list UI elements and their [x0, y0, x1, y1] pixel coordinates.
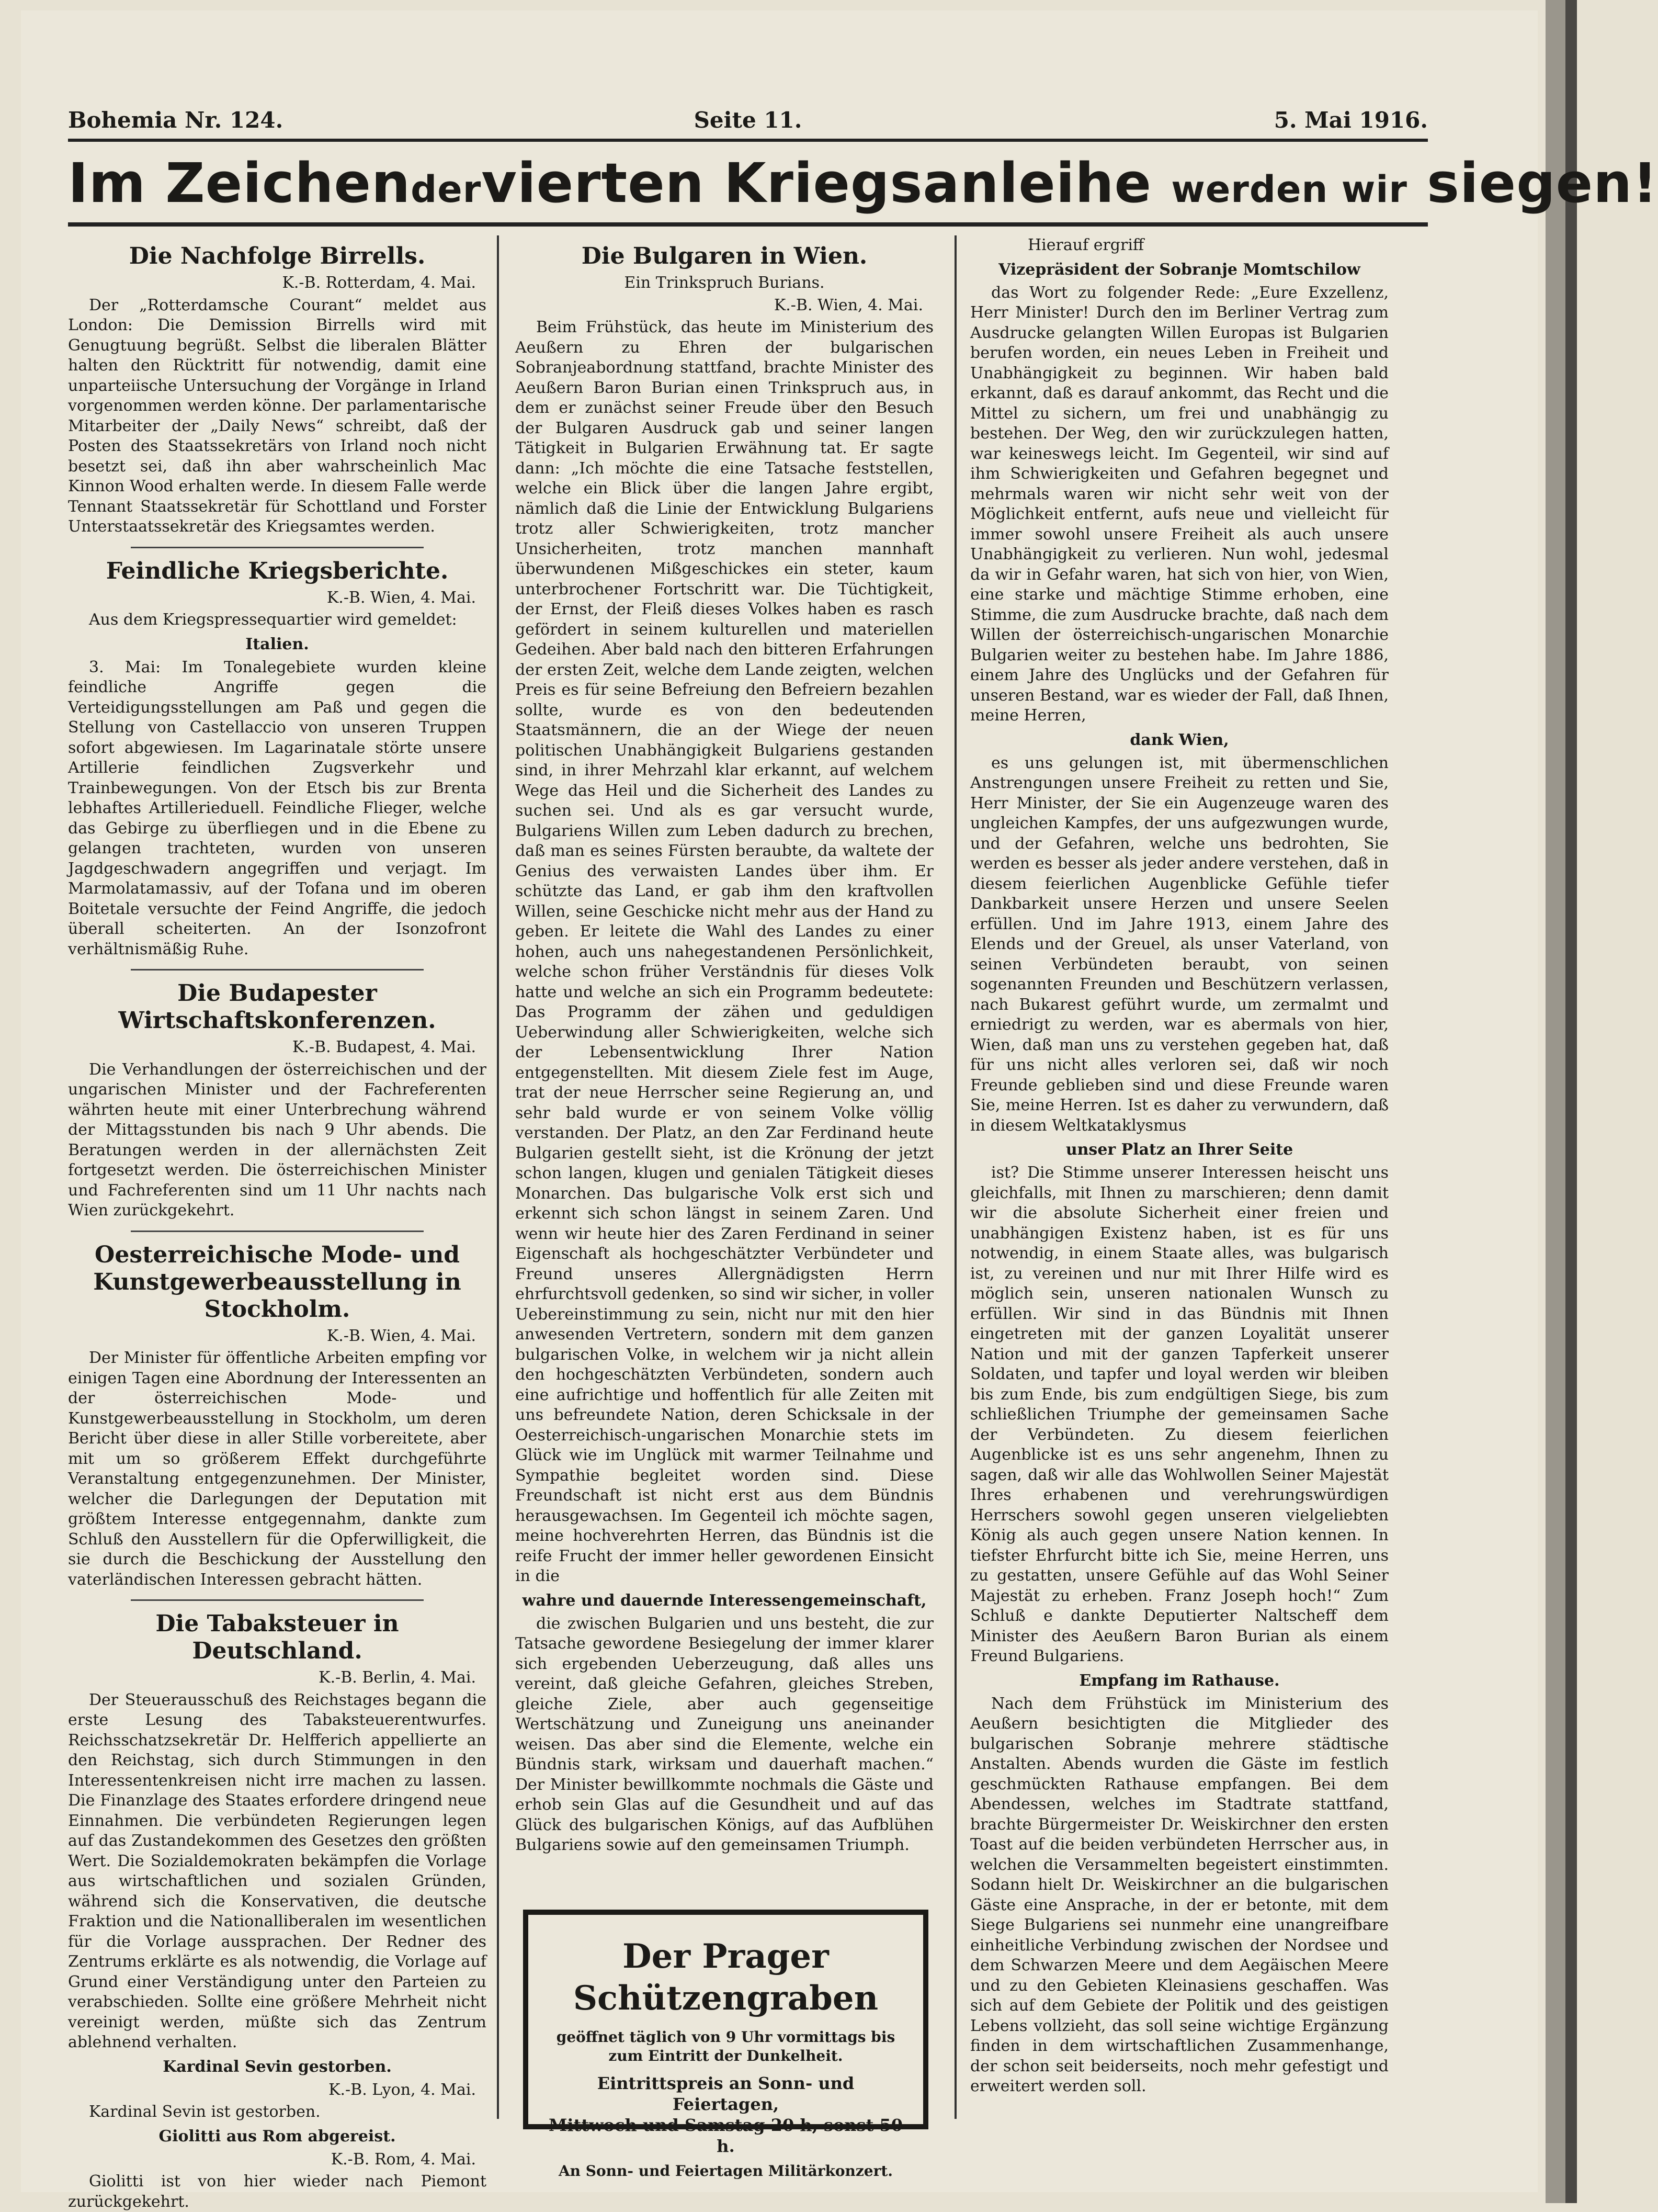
article-title: Kardinal Sevin gestorben.	[163, 2057, 392, 2076]
separator	[131, 1599, 424, 1601]
article-text: die zwischen Bulgarien und uns besteht, die zur Tatsache gewordene Besiegelung der immer klarer sich ergebenden Ueberzeugung, daß alles uns vereint, daß gleiche Gefahren, gleiches Streben, gleiche Ziele, aber auch gegenseitige Wertschätzung und Zuneigung uns aneinander weisen. Das aber sind die Elemente, welche ein Bündnis stark, wirksam und dauerhaft machen.“ Der Minister bewillkommte nochmals die Gäste und erhob sein Glas auf die Gesundheit und auf das Glück des bulgarischen Königs, auf das Aufblühen Bulgariens sowie auf den gemeinsamen Triumph.	[515, 1614, 934, 1854]
ad-price-2: Mittwoch und Samstag 20 h, sonst 50 h.	[548, 2115, 903, 2156]
article-text: 3. Mai: Im Tonalegebiete wurden kleine feindliche Angriffe gegen die Verteidigungsstellungen am Paß und gegen die Stellung von Castellaccio von unseren Truppen sofort abgewiesen. Im Lagarinatale störte unsere Artillerie feindlichen Zugsverkehr und Trainbewegungen. Von der Etsch bis zur Brenta lebhaftes Artillerieduell. Feindliche Flieger, welche das Gebirge zu überfliegen und in die Ebene zu gelangen trachteten, wurden von unseren Jagdgeschwadern angegriffen und verjagt. Im Marmolatamassiv, auf der Tofana und im oberen Boitetale versuchte der Feind Angriffe, die jedoch überall scheiterten. An der Isonzofront verhältnismäßig Ruhe.	[68, 658, 486, 958]
article-text: Beim Frühstück, das heute im Ministerium des Aeußern zu Ehren der bulgarischen Sobranjeabordnung stattfand, brachte Minister des Aeußern Baron Burian einen Trinkspruch aus, in dem er zunächst seiner Freude über den Besuch der Bulgaren Ausdruck gab und seiner langen Tätigkeit in Bulgarien Erwähnung tat. Er sagte dann: „Ich möchte die eine Tatsache feststellen, welche ein Blick über die langen Jahre ergibt, nämlich daß die Linie der Entwicklung Bulgariens trotz aller Schwierigkeiten, trotz mancher Unsicherheiten, trotz manchen mannhaft überwundenen Mißgeschickes ein steter, kaum unterbrochener Fortschritt war. Die Tüchtigkeit, der Ernst, der Fleiß dieses Volkes haben es rasch gefördert in seinem kulturellen und materiellen Gedeihen. Aber bald nach den bitteren Erfahrungen der ersten Zeit, welche dem Lande zeigten, welchen Preis es für seine Befreiung den Befreiern bezahlen sollte, wurde es von den bedeutenden Staatsmännern, die an der Wiege der neuen politischen Unabhängigkeit Bulgariens gestanden sind, in ihrer Mehrzahl klar erkannt, auf welchem Wege das Heil und die Sicherheit des Landes zu suchen sei. Und als es gar versucht wurde, Bulgariens Willen zum Leben dadurch zu brechen, daß man es seines Fürsten beraubte, da waltete der Genius des verwaisten Landes über ihm. Er schützte das Land, er gab ihm den kraftvollen Willen, seine Geschicke nicht mehr aus der Hand zu geben. Er leitete die Wahl des Landes zu einer hohen, auch uns nahegestandenen Persönlichkeit, welche schon früher Verständnis für dieses Volk hatte und welche an sich ein Programm bedeutete: Das Programm der zähen und geduldigen Ueberwindung aller Schwierigkeiten, welche sich der Lebensentwicklung Ihrer Nation entgegenstellten. Mit diesem Ziele fest im Auge, trat der neue Herrscher seine Regierung an, und sehr bald wurde er von seinem Volke völlig verstanden. Der Platz, an den Zar Ferdinand heute Bulgarien gestellt sieht, ist die Krönung der jetzt schon langen, klugen und genialen Tätigkeit dieses Monarchen. Das bulgarische Volk erst sich und erkennt sich schon längst in seinem Zaren. Und wenn wir heute hier des Zaren Ferdinand in seiner Eigenschaft als hochgeschätzter Verbündeter und Freund unseres Allergnädigsten Herrn ehrfurchtsvoll gedenken, so sind wir sicher, in voller Uebereinstimmung zu sein, nicht nur mit den hier anwesenden Vertretern, sondern mit dem ganzen bulgarischen Volke, in welchem wir ja nicht allein den hochgeschätzten Verbündeten, sondern auch eine aufrichtige und hoffentlich für alle Zeiten mit uns befreundete Nation, deren Schicksale in der Oesterreichisch-ungarischen Monarchie stets im Glück wie im Unglück mit warmer Teilnahme und Sympathie begleitet worden sind. Diese Freundschaft ist nicht erst aus dem Bündnis herausgewachsen. Im Gegenteil ich möchte sagen, meine hochverehrten Herren, das Bündnis ist die reife Frucht der immer heller gewordenen Einsicht in die	[515, 318, 934, 1585]
banner-part-5: siegen!	[1427, 151, 1658, 215]
banner-part-2: der	[411, 168, 482, 211]
dateline: K.-B. Wien, 4. Mai.	[326, 588, 476, 607]
dateline: K.-B. Rom, 4. Mai.	[331, 2150, 476, 2169]
article-text: Nach dem Frühstück im Ministerium des Aeußern besichtigten die Mitglieder des bulgarischen Sobranje mehrere städtische Anstalten. Abends wurden die Gäste im festlich geschmückten Rathause empfangen. Bei dem Abendessen, welches im Stadtrate stattfand, brachte Bürgermeister Dr. Weiskirchner den ersten Toast auf die beiden verbündeten Herrscher aus, in welchen die Versammelten begeistert einstimmten. Sodann hielt Dr. Weiskirchner an die bulgarischen Gäste eine Ansprache, in der er betonte, mit dem Siege Bulgariens sei nunmehr eine unangreifbare einheitliche Verbindung zwischen der Nordsee und dem Schwarzen Meere und dem Aegäischen Meere und zu den Gebieten Kleinasiens geschaffen. Was sich auf dem Gebiete der Politik und des geistigen Lebens vollzieht, das soll seine wichtige Ergänzung finden in dem wirtschaftlichen Zusammenhange, der schon seit beiderseits, noch mehr gefestigt und erweitert werden soll.	[970, 1694, 1389, 2095]
article-subhead: unser Platz an Ihrer Seite	[1065, 1141, 1293, 1159]
article-subhead: wahre und dauernde Interessengemeinschaft,	[522, 1591, 927, 1610]
article-source: Aus dem Kriegspressequartier wird gemeldet:	[89, 611, 457, 629]
page-edge	[1546, 0, 1577, 2203]
article-title: Die Bulgaren in Wien.	[581, 243, 868, 269]
dateline: K.-B. Berlin, 4. Mai.	[319, 1668, 476, 1687]
article-text: es uns gelungen ist, mit übermenschlichen Anstrengungen unsere Freiheit zu retten und Sie, Herr Minister, der Sie ein Augenzeuge waren des ungleichen Kampfes, der uns aufgezwungen wurde, und der Gefahren, welche uns bedrohten, Sie werden es besser als jeder andere verstehen, daß in diesem feierlichen Augenblicke Gefühle tiefer Dankbarkeit unsere Herzen und unsere Seelen erfüllen. Und im Jahre 1913, einem Jahre des Elends und der Greuel, als unser Vaterland, von seinen Verbündeten beraubt, von seinen sogenannten Freunden und Beschützern verlassen, nach Bukarest geführt wurde, um zermalmt und erniedrigt zu werden, war es abermals von hier, Wien, daß man uns zu verstehen gegeben hat, daß für uns nicht alles verloren sei, daß wir noch Freunde geblieben sind und diese Freunde waren Sie, meine Herren. Ist es daher zu verwundern, daß in diesem Weltkataklysmus	[970, 753, 1389, 1135]
ad-title: Der Prager Schützengraben	[573, 1937, 879, 2018]
separator	[131, 1231, 424, 1232]
article-text: Die Verhandlungen der österreichischen und der ungarischen Minister und der Fachreferenten währten heute mit einer Unterbrechung während der Mittagsstunden bis nach 9 Uhr abends. Die Beratungen werden in der allernächsten Zeit fortgesetzt werden. Die österreichischen Minister und Fachreferenten sind um 11 Uhr nachts nach Wien zurückgekehrt.	[68, 1060, 486, 1220]
column-1	[68, 235, 486, 2211]
banner-part-1: Im Zeichen	[68, 151, 411, 215]
speaker-heading: Vizepräsident der Sobranje Momtschilow	[998, 260, 1360, 279]
column-3	[970, 235, 1389, 2145]
column-rule	[497, 235, 499, 2119]
article-text: Der „Rotterdamsche Courant“ meldet aus London: Die Demission Birrells wird mit Genugtuung begrüßt. Selbst die liberalen Blätter halten den Rücktritt für notwendig, damit eine unparteiische Untersuchung der Vorgänge in Irland vorgenommen werden könne. Der parlamentarische Mitarbeiter der „Daily News“ schreibt, daß der Posten des Staatssekretärs von Irland noch nicht besetzt sei, daß ihn aber wahrscheinlich Mac Kinnon Wood erhalten werde. In diesem Falle werde Tennant Staatssekretär für Schottland und Forster Unterstaatssekretär des Kriegsamtes werden.	[68, 296, 486, 536]
dateline: K.-B. Rotterdam, 4. Mai.	[282, 274, 476, 292]
article-title: Feindliche Kriegsberichte.	[106, 557, 449, 584]
dateline: K.-B. Lyon, 4. Mai.	[328, 2080, 476, 2099]
article-text: Hierauf ergriff	[1028, 236, 1144, 254]
article-subtitle: Ein Trinkspruch Burians.	[624, 274, 825, 292]
separator	[131, 969, 424, 970]
page-number: Seite 11.	[694, 107, 802, 133]
article-text: ist? Die Stimme unserer Interessen heischt uns gleichfalls, mit Ihnen zu marschieren; denn damit wir die absolute Sicherheit einer freien und unabhängigen Existenz haben, ist es für uns notwendig, in einem Staate alles, was bulgarisch ist, zu vereinen und nur mit Ihrer Hilfe wird es möglich sein, unseren nationalen Wunsch zu erfüllen. Wir sind in das Bündnis mit Ihnen eingetreten mit der ganzen Loyalität unserer Nation und mit der ganzen Tapferkeit unserer Soldaten, und tapfer und loyal werden wir bleiben bis zum Ende, bis zum endgültigen Siege, bis zum schließlichen Triumphe der gemeinsamen Sache der Verbündeten. Zu diesem feierlichen Augenblicke ist es uns sehr angenehm, Ihnen zu sagen, daß wir alle das Wohlwollen Seiner Majestät Ihres erhabenen und verehrungswürdigen Herrschers sowohl gegen unseren vielgeliebten König als auch gegen unsere Nation kennen. In tiefster Ehrfurcht bitte ich Sie, meine Herren, uns zu gestatten, unsere Gefühle auf das Wohl Seiner Majestät zu erheben. Franz Joseph hoch!“ Zum Schluß e dankte Deputierter Naltscheff dem Minister des Aeußern Baron Burian als einem Freund Bulgariens.	[970, 1164, 1389, 1665]
header-rule	[68, 139, 1428, 142]
column-2	[515, 235, 934, 1899]
article-text: das Wort zu folgender Rede: „Eure Exzellenz, Herr Minister! Durch den im Berliner Vertrag zum Ausdrucke gelangten Willen Europas ist Bulgarien berufen worden, ein neues Leben in Freiheit und Unabhängigkeit zu beginnen. Wir haben bald erkannt, daß es darauf ankommt, das Recht und die Mittel zu sichern, um frei und unabhängig zu bestehen. Der Weg, den wir zurückzulegen hatten, war keineswegs leicht. Im Gegenteil, wir sind auf ihm Schwierigkeiten und Gefahren begegnet und mehrmals waren wir nicht sehr weit von der Möglichkeit entfernt, aufs neue und vielleicht für immer sowohl unsere Freiheit als auch unsere Unabhängigkeit zu verlieren. Nun wohl, jedesmal da wir in Gefahr waren, hat sich von hier, von Wien, eine starke und mächtige Stimme erhoben, eine Stimme, die zum Ausdrucke brachte, daß nach dem Willen der österreichisch-ungarischen Monarchie Bulgarien weiter zu bestehen habe. Im Jahre 1886, einem Jahre des Unglücks und der Gefahren für unseren Bestand, war es wieder der Fall, daß Ihnen, meine Herren,	[970, 283, 1389, 725]
ad-hours-2: zum Eintritt der Dunkelheit.	[608, 2047, 843, 2064]
article-text: Der Steuerausschuß des Reichstages begann die erste Lesung des Tabaksteuerentwurfes. Reichsschatzsekretär Dr. Helfferich appellierte an den Reichstag, sich durch Stimmungen in den Interessentenkreisen nicht irre machen zu lassen. Die Finanzlage des Staates erfordere dringend neue Einnahmen. Die verbündeten Regierungen legen auf das Zustandekommen des Gesetzes den größten Wert. Die Sozialdemokraten bekämpfen die Vorlage aus wirtschaftlichen und sozialen Gründen, während sich die Konservativen, die deutsche Fraktion und die Nationalliberalen im wesentlichen für die Vorlage aussprachen. Der Redner des Zentrums erklärte es als notwendig, die Vorlage auf Grund einer Verständigung unter den Parteien zu verabschieden. Sollte eine größere Mehrheit nicht vereinigt werden, müßte sich das Zentrum ablehnend verhalten.	[68, 1690, 486, 2051]
advertisement-box	[523, 1910, 928, 2180]
dateline: K.-B. Wien, 4. Mai.	[774, 296, 923, 314]
article-text: Giolitti ist von hier wieder nach Piemont zurückgekehrt.	[68, 2172, 486, 2211]
war-loan-banner	[68, 146, 1658, 220]
ad-price-1: Eintrittspreis an Sonn- und Feiertagen,	[597, 2073, 855, 2114]
column-rule	[955, 235, 957, 2119]
article-text: Kardinal Sevin ist gestorben.	[89, 2103, 321, 2121]
article-subhead: Empfang im Rathause.	[1079, 1671, 1280, 1690]
dateline: K.-B. Budapest, 4. Mai.	[292, 1038, 476, 1056]
article-title: Die Budapester Wirtschaftskonferenzen.	[118, 980, 436, 1034]
banner-rule	[68, 222, 1428, 227]
article-subhead: dank Wien,	[1130, 730, 1229, 749]
article-title: Die Nachfolge Birrells.	[129, 243, 426, 269]
article-title: Oesterreichische Mode- und Kunstgewerbeausstellung in Stockholm.	[93, 1241, 461, 1323]
ad-concert: An Sonn- und Feiertagen Militärkonzert.	[558, 2162, 893, 2180]
issue-date: 5. Mai 1916.	[1274, 107, 1428, 133]
ad-hours: geöffnet täglich von 9 Uhr vormittags bis	[556, 2028, 895, 2046]
article-title: Giolitti aus Rom abgereist.	[158, 2127, 396, 2146]
issue-label: Bohemia Nr. 124.	[68, 107, 283, 133]
separator	[131, 547, 424, 548]
article-text: Der Minister für öffentliche Arbeiten empfing vor einigen Tagen eine Abordnung der Interessenten an der österreichischen Mode- und Kunstgewerbeausstellung in Stockholm, um deren Bericht über diese in aller Stille vorbereitete, aber mit um so größerem Effekt durchgeführte Veranstaltung entgegenzunehmen. Der Minister, welcher die Darlegungen der Deputation mit größtem Interesse entgegennahm, dankte zum Schluß den Ausstellern für die Opferwilligkeit, die sie durch die Beschickung der Ausstellung den vaterländischen Interessen gebracht hätten.	[68, 1349, 486, 1589]
banner-part-3: vierten Kriegsanleihe	[481, 151, 1152, 215]
article-title: Die Tabaksteuer in Deutschland.	[155, 1610, 399, 1664]
dateline: K.-B. Wien, 4. Mai.	[326, 1326, 476, 1345]
page-header	[68, 97, 1428, 144]
article-subtitle: Italien.	[245, 635, 309, 653]
banner-part-4: werden wir	[1171, 168, 1407, 211]
